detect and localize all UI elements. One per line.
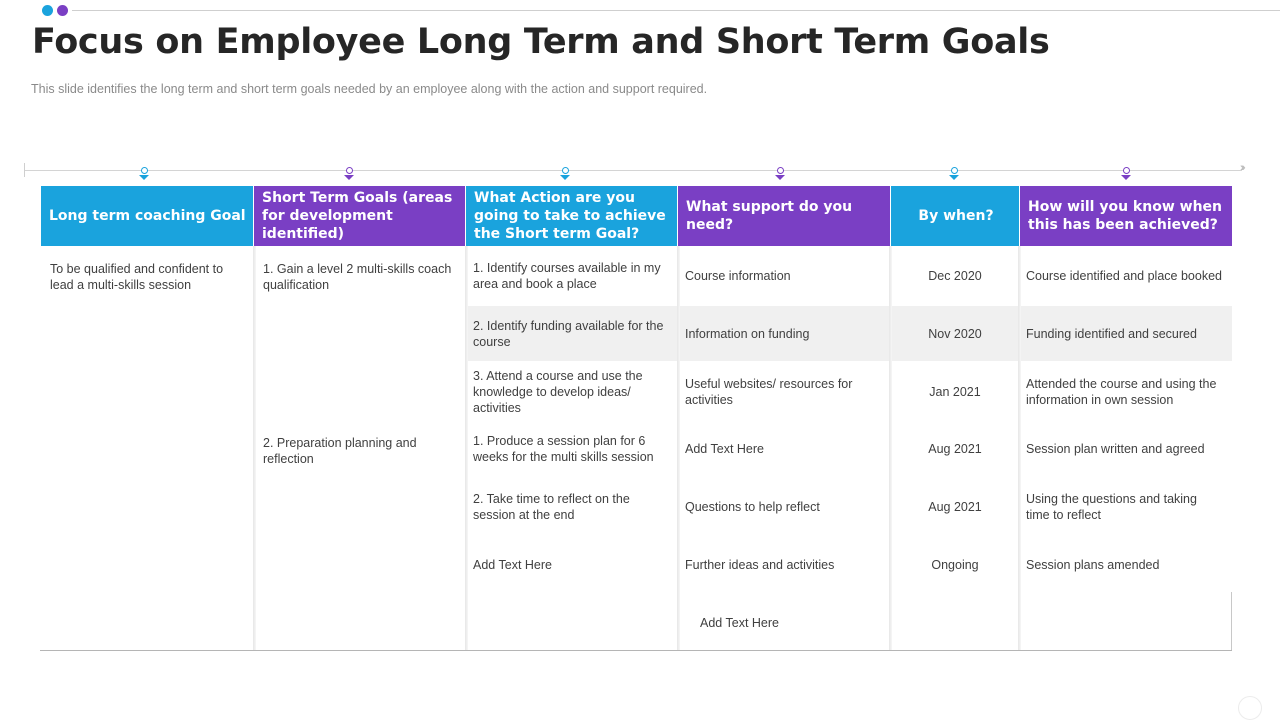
long-term-goal-text: To be qualified and confident to lead a multi-skills session — [50, 262, 224, 292]
location-pin-icon — [560, 167, 570, 181]
achieved-cell: Funding identified and secured — [1026, 326, 1197, 341]
header-achieved: How will you know when this has been achieved? — [1020, 186, 1232, 246]
location-pin-icon — [139, 167, 149, 181]
support-cell: Information on funding — [685, 326, 810, 341]
header-action: What Action are you going to take to achieve the Short term Goal? — [466, 186, 677, 246]
header-long-term-goal: Long term coaching Goal — [41, 186, 253, 246]
location-pin-icon — [775, 167, 785, 181]
when-cell: Aug 2021 — [928, 441, 982, 456]
purple-dot-icon — [57, 5, 68, 16]
when-cell: Nov 2020 — [928, 326, 982, 341]
table-bottom-rule — [40, 650, 1232, 651]
short-term-goal-1: 1. Gain a level 2 multi-skills coach qualification — [263, 262, 452, 292]
timeline-arrows-icon: ›››› — [1240, 162, 1243, 174]
achieved-cell: Attended the course and using the information in own session — [1026, 376, 1217, 407]
achieved-cell: Course identified and place booked — [1026, 268, 1222, 283]
action-cell: 1. Identify courses available in my area and book a place — [473, 260, 661, 291]
short-term-goal-2: 2. Preparation planning and reflection — [263, 436, 417, 466]
slide-title: Focus on Employee Long Term and Short Term Goals — [32, 22, 1050, 62]
corner-circle-icon — [1238, 696, 1262, 720]
achieved-cell: Session plans amended — [1026, 557, 1160, 572]
column-divider — [253, 246, 256, 650]
location-pin-icon — [949, 167, 959, 181]
when-cell: Jan 2021 — [929, 384, 981, 399]
top-rule — [72, 10, 1280, 11]
support-cell: Questions to help reflect — [685, 499, 820, 514]
achieved-cell: Session plan written and agreed — [1026, 441, 1205, 456]
timeline-line — [24, 170, 1242, 171]
blue-dot-icon — [42, 5, 53, 16]
support-cell: Add Text Here — [685, 441, 764, 456]
when-cell: Ongoing — [931, 557, 979, 572]
header-by-when: By when? — [891, 186, 1019, 246]
action-cell: 2. Take time to reflect on the session at the end — [473, 491, 630, 522]
slide-subtitle: This slide identifies the long term and short term goals needed by an employee along with the action and support required. — [31, 82, 708, 96]
location-pin-icon — [344, 167, 354, 181]
achieved-cell: Using the questions and taking time to reflect — [1026, 491, 1197, 522]
support-cell: Further ideas and activities — [685, 557, 835, 572]
when-cell: Aug 2021 — [928, 499, 982, 514]
action-cell: 1. Produce a session plan for 6 weeks for the multi skills session — [473, 433, 654, 464]
header-support: What support do you need? — [678, 186, 890, 246]
column-edge — [1231, 592, 1232, 650]
action-cell: 3. Attend a course and use the knowledge to develop ideas/ activities — [473, 368, 643, 415]
header-short-term-goals: Short Term Goals (areas for development identified) — [254, 186, 465, 246]
location-pin-icon — [1121, 167, 1131, 181]
action-cell: 2. Identify funding available for the course — [473, 318, 664, 349]
support-cell: Useful websites/ resources for activities — [685, 376, 853, 407]
column-divider — [465, 246, 468, 650]
action-cell: Add Text Here — [473, 557, 552, 572]
timeline-start-tick — [24, 163, 25, 177]
when-cell: Dec 2020 — [928, 268, 982, 283]
support-cell: Course information — [685, 268, 791, 283]
column-divider — [677, 246, 680, 650]
support-cell-extra: Add Text Here — [700, 615, 779, 630]
